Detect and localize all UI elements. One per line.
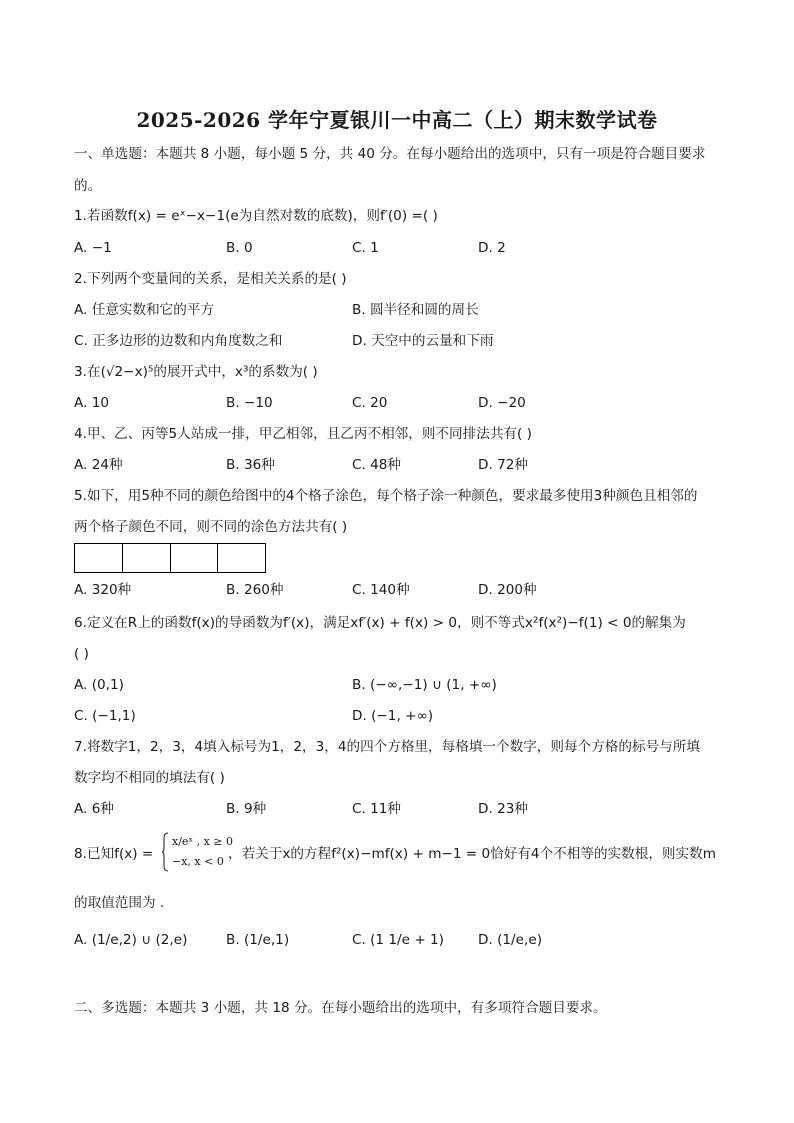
q2-option-a: A. 任意实数和它的平方 xyxy=(74,302,215,318)
question-2-stem: 2.下列两个变量间的关系，是相关关系的是( ) xyxy=(74,271,347,287)
q1-option-c: C. 1 xyxy=(352,240,379,256)
q1-option-d: D. 2 xyxy=(478,240,506,256)
q1-option-a: A. −1 xyxy=(74,240,112,256)
q1-option-b: B. 0 xyxy=(226,240,253,256)
grid-cell xyxy=(171,544,219,572)
q7-option-a: A. 6种 xyxy=(74,801,114,817)
question-5-stem-cont: 两个格子颜色不同，则不同的涂色方法共有( ) xyxy=(74,519,348,535)
q4-option-a: A. 24种 xyxy=(74,457,123,473)
q4-option-d: D. 72种 xyxy=(478,457,529,473)
q5-option-b: B. 260种 xyxy=(226,582,284,598)
q7-option-b: B. 9种 xyxy=(226,801,267,817)
question-8-stem-prefix: 8.已知f(x) = xyxy=(74,846,154,862)
q5-option-d: D. 200种 xyxy=(478,582,537,598)
q6-option-a: A. (0,1) xyxy=(74,677,124,693)
q5-option-c: C. 140种 xyxy=(352,582,410,598)
piece-case-1: x/eˣ , x ≥ 0 xyxy=(172,835,233,848)
q2-option-c: C. 正多边形的边数和内角度数之和 xyxy=(74,333,283,349)
brace-icon xyxy=(162,832,169,872)
q3-option-b: B. −10 xyxy=(226,395,273,411)
q5-option-a: A. 320种 xyxy=(74,582,132,598)
q7-option-c: C. 11种 xyxy=(352,801,402,817)
question-7-stem-cont: 数字均不相同的填法有( ) xyxy=(74,770,225,786)
piecewise-cases xyxy=(172,832,233,872)
section2-header: 二、多选题：本题共 3 小题，共 18 分。在每小题给出的选项中，有多项符合题目要求。 xyxy=(74,1000,607,1016)
four-cell-grid xyxy=(74,543,266,573)
q4-option-c: C. 48种 xyxy=(352,457,402,473)
question-8-stem-cont: 的取值范围为 . xyxy=(74,895,165,911)
question-8-stem-suffix: ，若关于x的方程f²(x)−mf(x) + m−1 = 0恰好有4个不相等的实数根，则实数m xyxy=(228,846,716,862)
question-1-stem: 1.若函数f(x) = eˣ−x−1(e为自然对数的底数)，则f′(0) =( ) xyxy=(74,208,438,224)
grid-cell xyxy=(75,544,123,572)
q6-option-c: C. (−1,1) xyxy=(74,708,136,724)
grid-cell xyxy=(218,544,265,572)
q8-option-b: B. (1/e,1) xyxy=(226,932,290,948)
q7-option-d: D. 23种 xyxy=(478,801,529,817)
piece-case-2: −x, x < 0 xyxy=(172,855,224,868)
question-4-stem: 4.甲、乙、丙等5人站成一排，甲乙相邻，且乙丙不相邻，则不同排法共有( ) xyxy=(74,426,532,442)
q8-option-a: A. (1/e,2) ∪ (2,e) xyxy=(74,932,188,948)
section1-header-cont: 的。 xyxy=(74,178,102,194)
question-6-stem-cont: ( ) xyxy=(74,646,89,662)
question-5-stem: 5.如下，用5种不同的颜色给图中的4个格子涂色，每个格子涂一种颜色，要求最多使用3种颜色且相邻的 xyxy=(74,488,698,504)
question-6-stem: 6.定义在R上的函数f(x)的导函数为f′(x)，满足xf′(x) + f(x) > 0，则不等式x²f(x²)−f(1) < 0的解集为 xyxy=(74,615,686,631)
q8-option-d: D. (1/e,e) xyxy=(478,932,542,948)
q6-option-b: B. (−∞,−1) ∪ (1, +∞) xyxy=(352,677,497,693)
q4-option-b: B. 36种 xyxy=(226,457,275,473)
section1-header: 一、单选题：本题共 8 小题，每小题 5 分，共 40 分。在每小题给出的选项中，只有一项是符合题目要求 xyxy=(74,146,706,162)
q2-option-b: B. 圆半径和圆的周长 xyxy=(352,302,479,318)
q8-option-c: C. (1 1/e + 1) xyxy=(352,932,444,948)
question-3-stem: 3.在(√2−x)⁵的展开式中，x³的系数为( ) xyxy=(74,364,318,380)
q3-option-c: C. 20 xyxy=(352,395,388,411)
exam-title: 2025-2026 学年宁夏银川一中高二（上）期末数学试卷 xyxy=(136,108,658,132)
q3-option-a: A. 10 xyxy=(74,395,109,411)
q6-option-d: D. (−1, +∞) xyxy=(352,708,434,724)
grid-cell xyxy=(123,544,171,572)
q2-option-d: D. 天空中的云量和下雨 xyxy=(352,333,494,349)
q3-option-d: D. −20 xyxy=(478,395,526,411)
question-7-stem: 7.将数字1，2，3，4填入标号为1，2，3，4的四个方格里，每格填一个数字，则每个方格的标号与所填 xyxy=(74,739,700,755)
